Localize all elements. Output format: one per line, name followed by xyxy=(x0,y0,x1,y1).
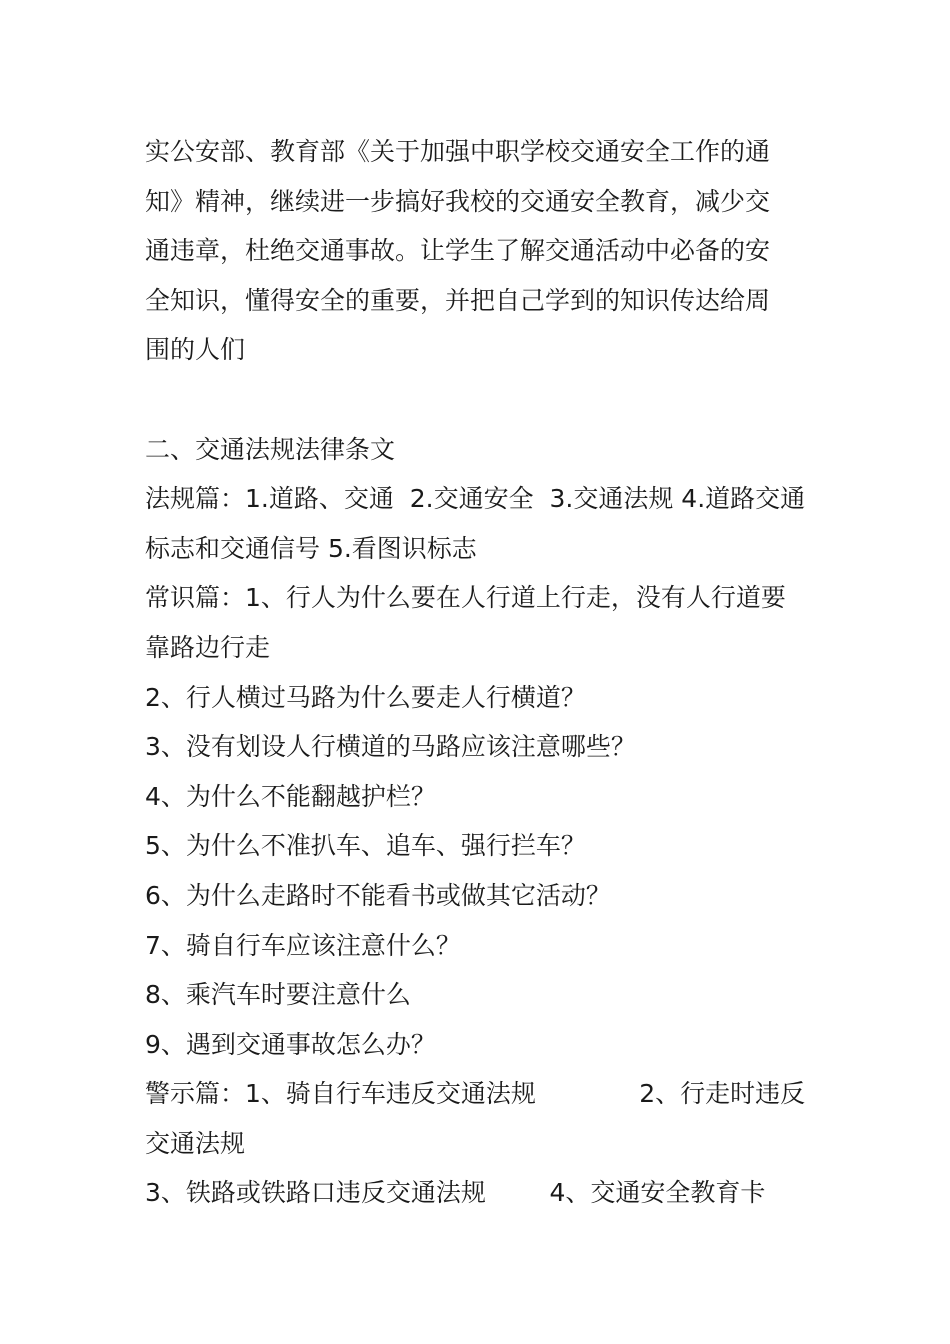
intro-line: 实公安部、教育部《关于加强中职学校交通安全工作的通 xyxy=(145,137,771,166)
common-sense-item: 4、为什么不能翻越护栏？ xyxy=(145,781,436,811)
section-heading: 二、交通法规法律条文 xyxy=(145,434,396,464)
document-body xyxy=(145,127,815,1218)
common-sense-item: 3、没有划设人行横道的马路应该注意哪些？ xyxy=(145,732,636,762)
paragraph-spacer xyxy=(145,375,815,425)
warnings-line: 交通法规 xyxy=(145,1128,246,1158)
common-sense-item: 7、骑自行车应该注意什么？ xyxy=(145,930,461,960)
intro-line: 围的人们 xyxy=(145,335,246,365)
regulations-line: 标志和交通信号 5.看图识标志 xyxy=(145,533,477,563)
warnings-line: 3、铁路或铁路口违反交通法规 4、交通安全教育卡 xyxy=(145,1178,766,1208)
regulations-line: 法规篇：1.道路、交通 2.交通安全 3.交通法规 4.道路交通 xyxy=(145,484,806,514)
common-sense-item: 9、遇到交通事故怎么办？ xyxy=(145,1029,436,1059)
common-sense-line: 靠路边行走 xyxy=(145,632,271,662)
common-sense-line: 常识篇：1、行人为什么要在人行道上行走，没有人行道要 xyxy=(145,583,786,613)
common-sense-item: 5、为什么不准扒车、追车、强行拦车？ xyxy=(145,831,586,861)
intro-line: 通违章，杜绝交通事故。让学生了解交通活动中必备的安 xyxy=(145,236,771,266)
common-sense-item: 6、为什么走路时不能看书或做其它活动？ xyxy=(145,880,611,910)
common-sense-item: 2、行人横过马路为什么要走人行横道？ xyxy=(145,682,586,712)
intro-line: 全知识，懂得安全的重要，并把自己学到的知识传达给周 xyxy=(145,285,771,315)
common-sense-item: 8、乘汽车时要注意什么 xyxy=(145,980,411,1010)
intro-line: 知》精神，继续进一步搞好我校的交通安全教育，减少交 xyxy=(145,186,771,216)
warnings-line: 警示篇：1、骑自行车违反交通法规 2、行走时违反 xyxy=(145,1079,806,1109)
